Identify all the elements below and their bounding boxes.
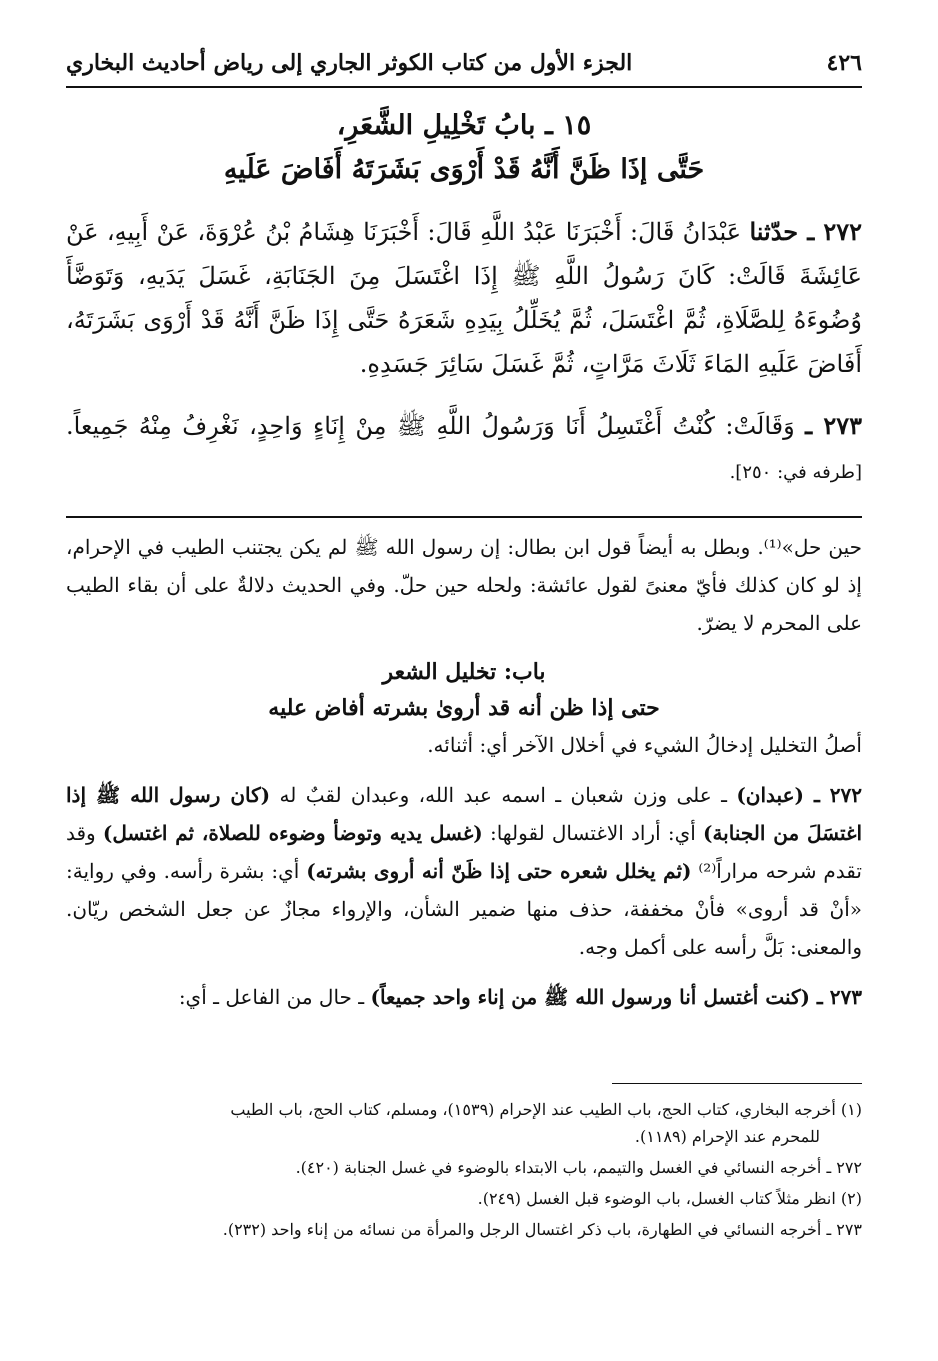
commentary-heading-line-1: باب: تخليل الشعر (382, 659, 546, 685)
commentary-text: أي: أراد الاغتسال لقولها: (482, 821, 703, 845)
hadith-body: وَقَالَتْ: كُنْتُ أَغْتَسِلُ أَنَا وَرَسُولُ اللَّهِ ﷺ مِنْ إِنَاءٍ وَاحِدٍ، نَغْرِفُ مِنْهُ جَمِيعاً. (66, 412, 795, 440)
hadith-272 (66, 210, 862, 386)
commentary-text: أي: بشرة رأسه. وفي رواية: «أنْ قد أروى» فأنْ مخففة، حذف منها ضمير الشأن، والإرواء مجازٌ عن جعل الشخص ريّان. والمعنى: بَلَّ رأسه على أكمل وجه. (66, 859, 862, 959)
running-header (66, 40, 862, 88)
page-number: ٤٢٦ (826, 50, 862, 76)
commentary-text: وقد تقدم شرحه مراراً⁽²⁾ (66, 821, 862, 883)
commentary-heading-line-2: حتى إذا ظن أنه قد أروىٰ بشرته أفاض عليه (268, 695, 660, 721)
quoted-matn: (غسل يديه وتوضأ وضوءه للصلاة، ثم اغتسل) (102, 821, 483, 845)
commentary-272 (66, 776, 862, 966)
commentary-text: ـ على وزن شعبان ـ اسمه عبد الله، وعبدان لقبٌ له (270, 783, 737, 807)
commentary-section (66, 528, 862, 1016)
footnote-continuation: للمحرم عند الإحرام (١١٨٩). (634, 1127, 820, 1146)
footnote-rule (612, 1083, 862, 1084)
footnote (66, 1216, 862, 1243)
commentary-paragraph: حين حل»⁽¹⁾. وبطل به أيضاً قول ابن بطال: إن رسول الله ﷺ لم يكن يجتنب الطيب في الإحرام، إذ لو كان كذلك فأيّ معنىً لقول عائشة: ولحله حين حلّ. وفي الحديث دلالةٌ على أن بقاء الطيب على المحرم لا يضرّ. (66, 535, 863, 635)
quoted-matn: (كان رسول الله ﷺ إذا اغتسَلَ من الجنابة) (66, 783, 863, 845)
commentary-text: ـ حال من الفاعل ـ أي: (178, 985, 371, 1009)
footnote-text: أخرجه البخاري، كتاب الحج، باب الطيب عند الإحرام (١٥٣٩)، ومسلم، كتاب الحج، باب الطيب (230, 1100, 836, 1119)
hadith-body: عَبْدَانُ قَالَ: أَخْبَرَنَا عَبْدُ اللَّهِ قَالَ: أَخْبَرَنَا هِشَامُ بْنُ عُرْوَةَ، عَنْ أَبِيهِ، عَنْ عَائِشَةَ قَالَتْ: كَانَ رَسُولُ اللَّهِ ﷺ إِذَا اغْتَسَلَ مِنَ الجَنَابَةِ، غَسَلَ يَدَيهِ، وَتَوَضَّأَ وُضُوءَهُ لِلصَّلَاةِ، ثُمَّ اغْتَسَلَ، ثُمَّ يُخَلِّلُ بِيَدِهِ شَعَرَهُ حَتَّى إِذَا ظَنَّ أَنَّهُ قَدْ أَرْوَى بَشَرَتَهُ، أَفَاضَ عَلَيهِ المَاءَ ثَلَاثَ مَرَّاتٍ، ثُمَّ غَسَلَ سَائِرَ جَسَدِهِ. (66, 218, 863, 378)
section-divider (66, 516, 862, 518)
quoted-matn: ٢٧٣ ـ (كنت أغتسل أنا ورسول الله ﷺ من إناء واحد جميعاً) (370, 985, 862, 1009)
footnote (66, 1096, 862, 1150)
hadith-number: ٢٧٣ ـ (805, 411, 863, 440)
hadith-273 (66, 404, 862, 495)
hadith-text-section (66, 104, 862, 495)
chapter-heading-line-1: ١٥ ـ بابُ تَخْلِيلِ الشَّعَرِ، (336, 110, 592, 141)
commentary-hadith-number: ٢٧٢ ـ (عبدان) (736, 783, 863, 807)
footnote-text: أخرجه النسائي في الغسل والتيمم، باب الابتداء بالوضوء في غسل الجنابة (٤٢٠). (295, 1158, 822, 1177)
commentary-paragraph: أصلُ التخليل إدخالُ الشيء في أخلال الآخر أي: أثنائه. (427, 733, 862, 757)
footnote-text: أخرجه النسائي في الطهارة، باب ذكر اغتسال الرجل والمرأة من نسائه من إناء واحد (٢٣٢). (222, 1220, 822, 1239)
cross-reference: [طرفه في: ٢٥٠]. (729, 462, 862, 483)
footnote-text: انظر مثلاً كتاب الغسل، باب الوضوء قبل الغسل (٢٤٩). (477, 1189, 836, 1208)
quoted-matn: (ثم يخلل شعره حتى إذا ظَنّ أنه أروى بشرته) (306, 859, 692, 883)
running-title: الجزء الأول من كتاب الكوثر الجاري إلى رياض أحاديث البخاري (66, 50, 633, 76)
hadith-number: ٢٧٢ ـ حدّثنا (749, 217, 862, 246)
footnote-marker: (٢) (840, 1189, 862, 1208)
footnote-marker: ٢٧٣ ـ (826, 1220, 862, 1239)
footnote (66, 1154, 862, 1181)
footnote (66, 1185, 862, 1212)
footnote-marker: ٢٧٢ ـ (826, 1158, 862, 1177)
chapter-heading-line-2: حَتَّى إذَا ظَنَّ أَنَّهُ قَدْ أَرْوَى بَشَرَتَهُ أَفَاضَ عَلَيهِ (223, 154, 705, 185)
footnotes (66, 1096, 862, 1247)
footnote-marker: (١) (840, 1100, 862, 1119)
chapter-heading (66, 104, 862, 192)
commentary-273 (66, 978, 862, 1016)
